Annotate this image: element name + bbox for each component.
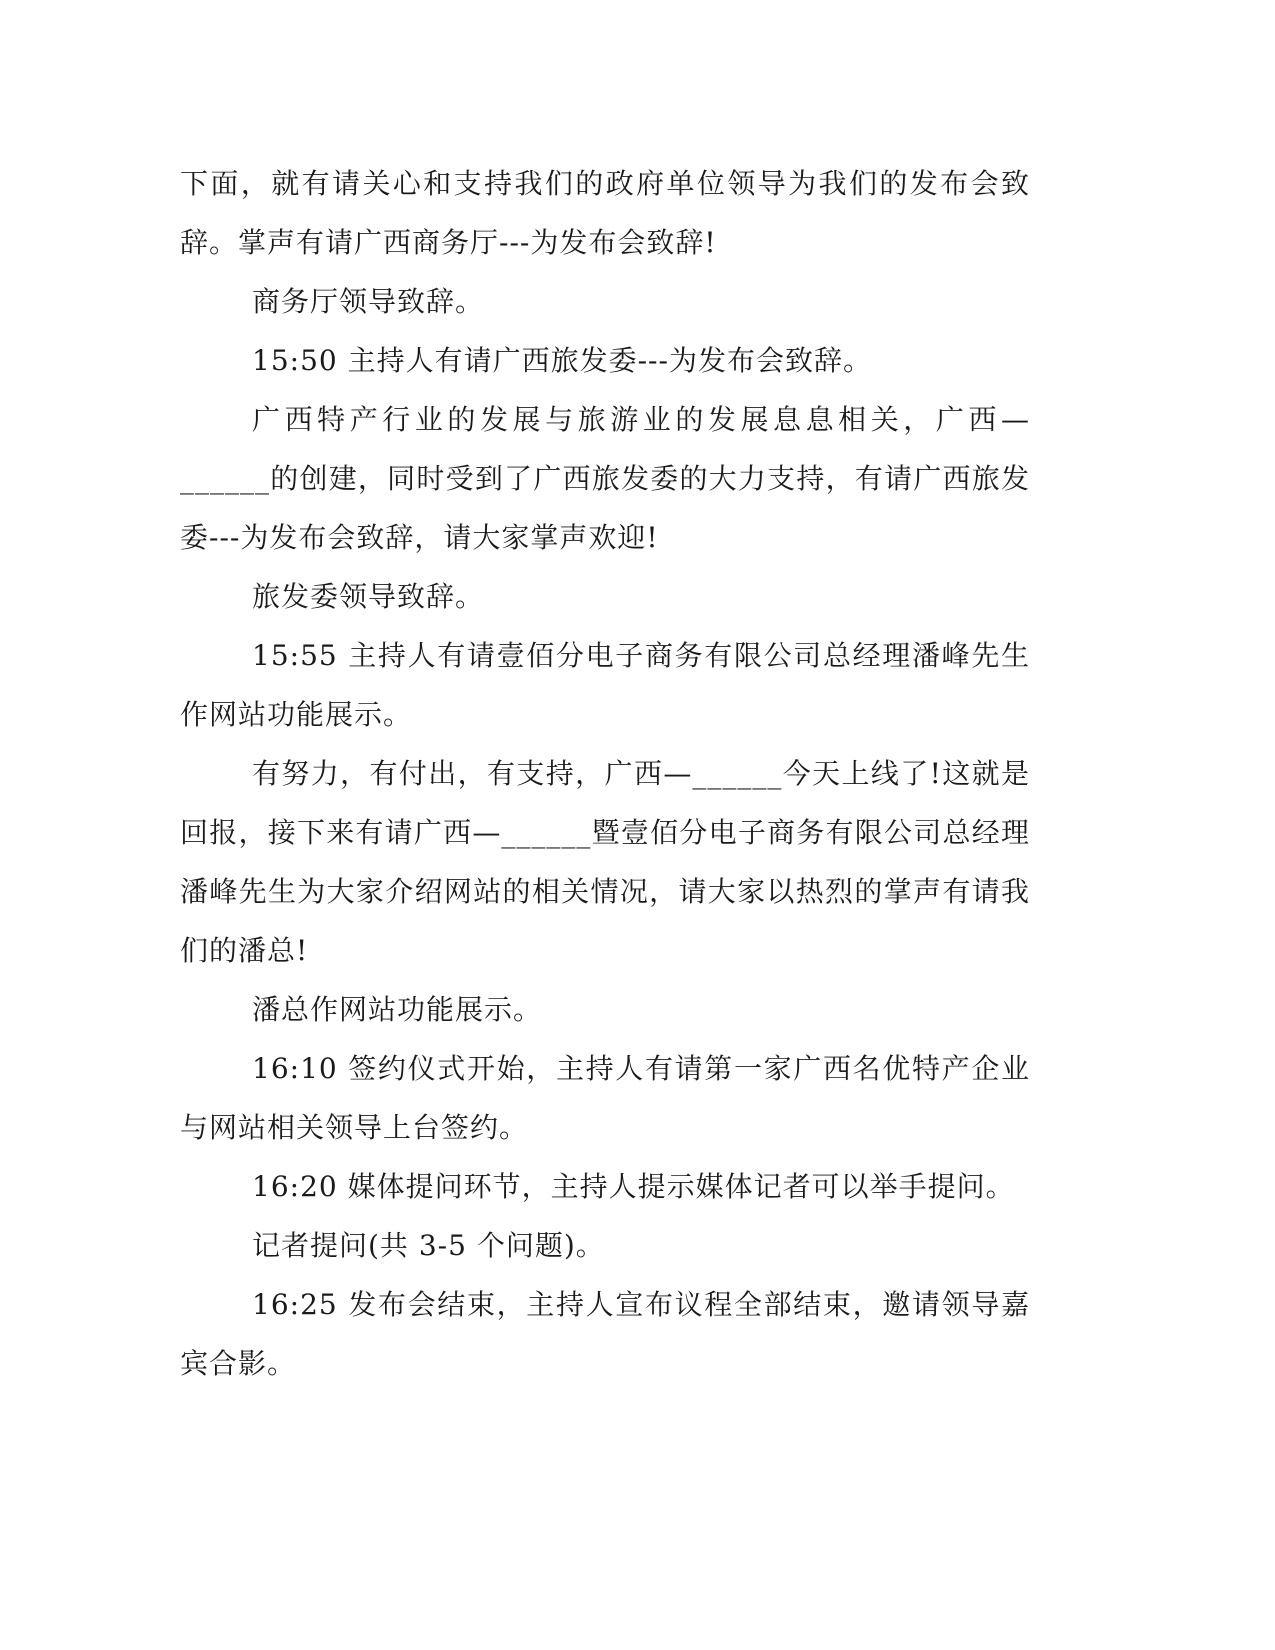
paragraph: 记者提问(共 3-5 个问题)。	[252, 1229, 605, 1262]
paragraph: 有努力，有付出，有支持，广西—______今天上线了!这就是回报，接下来有请广西—______暨壹佰分电子商务有限公司总经理潘峰先生为大家介绍网站的相关情况，请大家以热烈的掌声有请我们的潘总!	[180, 757, 1030, 967]
paragraph: 潘总作网站功能展示。	[252, 993, 543, 1026]
paragraph: 广西特产行业的发展与旅游业的发展息息相关，广西—______的创建，同时受到了广西旅发委的大力支持，有请广西旅发委---为发布会致辞，请大家掌声欢迎!	[180, 403, 1030, 554]
paragraph: 商务厅领导致辞。	[252, 285, 485, 318]
paragraph: 16:10 签约仪式开始，主持人有请第一家广西名优特产企业与网站相关领导上台签约。	[180, 1052, 1030, 1144]
paragraph: 15:50 主持人有请广西旅发委---为发布会致辞。	[252, 344, 872, 377]
document-body	[180, 154, 1030, 1393]
paragraph: 15:55 主持人有请壹佰分电子商务有限公司总经理潘峰先生作网站功能展示。	[180, 639, 1030, 731]
paragraph: 16:25 发布会结束，主持人宣布议程全部结束，邀请领导嘉宾合影。	[180, 1288, 1030, 1380]
paragraph: 旅发委领导致辞。	[252, 580, 485, 613]
paragraph: 16:20 媒体提问环节，主持人提示媒体记者可以举手提问。	[252, 1170, 1015, 1203]
paragraph: 下面，就有请关心和支持我们的政府单位领导为我们的发布会致辞。掌声有请广西商务厅---为发布会致辞!	[180, 167, 1030, 259]
